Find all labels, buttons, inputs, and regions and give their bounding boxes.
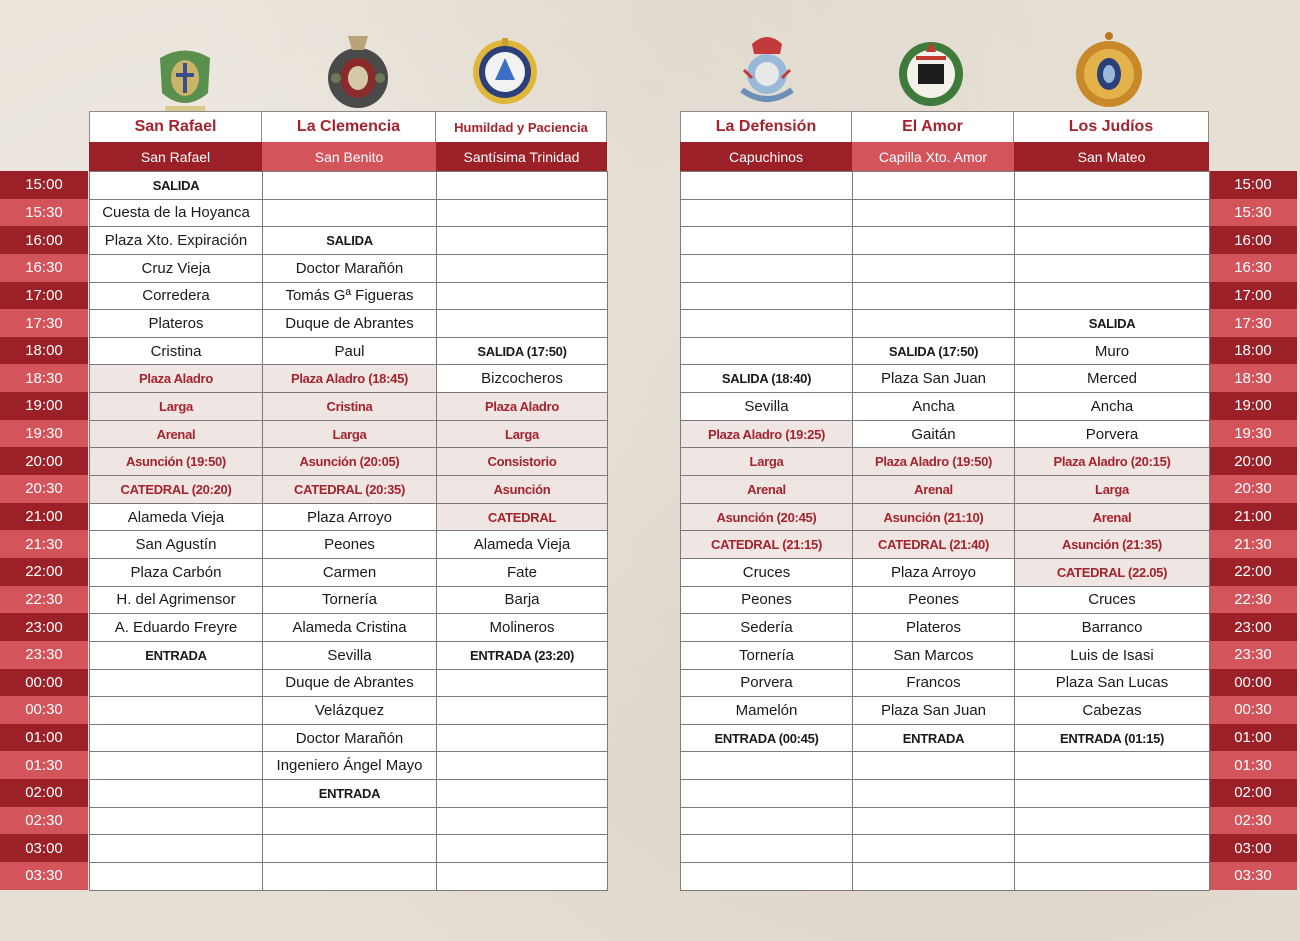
route-cell: Alameda Vieja — [437, 531, 608, 559]
route-cell — [90, 752, 263, 780]
route-cell — [681, 172, 853, 200]
route-cell: Doctor Marañón — [263, 725, 437, 753]
brotherhood-name-header: La Clemencia — [262, 111, 436, 142]
route-cell: Ancha — [1015, 393, 1210, 421]
san-rafael-crest-icon — [150, 38, 220, 118]
route-cell — [1015, 835, 1210, 863]
route-cell: Porvera — [681, 670, 853, 698]
time-slot: 15:00 — [1209, 171, 1297, 199]
left-time-column — [0, 171, 88, 890]
route-cell: CATEDRAL (20:35) — [263, 476, 437, 504]
route-cell — [263, 863, 437, 891]
route-cell: ENTRADA (01:15) — [1015, 725, 1210, 753]
brotherhood-name-header: San Rafael — [89, 111, 262, 142]
route-cell — [853, 752, 1015, 780]
route-cell: Plaza Aladro — [90, 365, 263, 393]
route-cell: Plaza San Juan — [853, 697, 1015, 725]
route-cell: San Agustín — [90, 531, 263, 559]
route-cell — [681, 780, 853, 808]
route-cell: Bizcocheros — [437, 365, 608, 393]
route-cell — [1015, 863, 1210, 891]
time-slot: 18:00 — [1209, 337, 1297, 365]
route-cell: Cristina — [263, 393, 437, 421]
route-cell — [90, 863, 263, 891]
time-slot: 01:30 — [1209, 751, 1297, 779]
time-slot: 17:30 — [1209, 309, 1297, 337]
brotherhood-name-header: Humildad y Paciencia — [436, 111, 607, 142]
route-cell — [90, 780, 263, 808]
time-slot: 15:00 — [0, 171, 88, 199]
route-column — [437, 172, 608, 891]
route-cell: H. del Agrimensor — [90, 587, 263, 615]
route-cell — [90, 725, 263, 753]
time-slot: 18:30 — [1209, 364, 1297, 392]
route-cell: CATEDRAL — [437, 504, 608, 532]
route-cell: Sedería — [681, 614, 853, 642]
time-slot: 19:30 — [1209, 420, 1297, 448]
route-cell: Mamelón — [681, 697, 853, 725]
route-cell — [437, 752, 608, 780]
route-cell: Larga — [90, 393, 263, 421]
time-slot: 00:00 — [1209, 669, 1297, 697]
route-cell: Plaza San Juan — [853, 365, 1015, 393]
route-cell: Peones — [853, 587, 1015, 615]
time-slot: 00:30 — [1209, 696, 1297, 724]
route-cell: Arenal — [681, 476, 853, 504]
route-cell — [681, 283, 853, 311]
route-cell — [853, 255, 1015, 283]
route-cell: Velázquez — [263, 697, 437, 725]
time-slot: 20:30 — [1209, 475, 1297, 503]
route-cell: Larga — [263, 421, 437, 449]
route-cell: Francos — [853, 670, 1015, 698]
church-header: San Mateo — [1014, 142, 1209, 171]
route-cell: Plaza Arroyo — [853, 559, 1015, 587]
route-cell: Alameda Vieja — [90, 504, 263, 532]
time-slot: 16:30 — [0, 254, 88, 282]
route-cell: Tornería — [681, 642, 853, 670]
route-cell — [681, 227, 853, 255]
route-cell — [681, 752, 853, 780]
route-cell — [437, 670, 608, 698]
time-slot: 01:30 — [0, 751, 88, 779]
la-clemencia-crest-icon — [322, 32, 394, 112]
route-cell — [437, 863, 608, 891]
church-header: San Benito — [262, 142, 436, 171]
route-cell — [853, 835, 1015, 863]
time-slot: 19:00 — [1209, 392, 1297, 420]
time-slot: 23:30 — [1209, 641, 1297, 669]
route-cell: CATEDRAL (20:20) — [90, 476, 263, 504]
time-slot: 03:30 — [0, 862, 88, 890]
route-cell: Tornería — [263, 587, 437, 615]
route-cell: Plaza Xto. Expiración — [90, 227, 263, 255]
route-cell — [1015, 752, 1210, 780]
route-column — [853, 172, 1015, 891]
route-cell: Duque de Abrantes — [263, 670, 437, 698]
route-cell — [437, 283, 608, 311]
route-cell: ENTRADA (00:45) — [681, 725, 853, 753]
route-cell: Paul — [263, 338, 437, 366]
time-slot: 23:30 — [0, 641, 88, 669]
route-cell: Doctor Marañón — [263, 255, 437, 283]
route-cell — [437, 200, 608, 228]
route-cell: Luis de Isasi — [1015, 642, 1210, 670]
el-amor-crest-icon — [896, 32, 966, 112]
route-cell: Alameda Cristina — [263, 614, 437, 642]
route-cell: Cruces — [681, 559, 853, 587]
route-cell — [681, 200, 853, 228]
time-slot: 23:00 — [0, 613, 88, 641]
route-cell: Plaza Aladro (20:15) — [1015, 448, 1210, 476]
time-slot: 03:00 — [0, 834, 88, 862]
route-cell: Larga — [681, 448, 853, 476]
time-slot: 22:30 — [0, 586, 88, 614]
route-cell: Cruces — [1015, 587, 1210, 615]
time-slot: 00:00 — [0, 669, 88, 697]
los-judios-crest-icon — [1074, 30, 1144, 110]
route-cell: Ingeniero Ángel Mayo — [263, 752, 437, 780]
route-cell — [681, 310, 853, 338]
route-cell — [90, 835, 263, 863]
time-slot: 15:30 — [1209, 199, 1297, 227]
route-cell: Cruz Vieja — [90, 255, 263, 283]
route-cell: SALIDA — [1015, 310, 1210, 338]
route-cell: SALIDA — [90, 172, 263, 200]
route-cell: Gaitán — [853, 421, 1015, 449]
time-slot: 15:30 — [0, 199, 88, 227]
route-cell — [853, 310, 1015, 338]
church-header: Capuchinos — [680, 142, 852, 171]
route-cell: Arenal — [853, 476, 1015, 504]
route-cell: Merced — [1015, 365, 1210, 393]
time-slot: 22:00 — [0, 558, 88, 586]
route-cell: Plaza Aladro (18:45) — [263, 365, 437, 393]
route-cell — [1015, 780, 1210, 808]
time-slot: 16:30 — [1209, 254, 1297, 282]
route-cell — [263, 835, 437, 863]
time-slot: 02:30 — [1209, 807, 1297, 835]
route-cell: Sevilla — [263, 642, 437, 670]
route-cell: ENTRADA (23:20) — [437, 642, 608, 670]
route-cell: Plaza Aladro — [437, 393, 608, 421]
route-cell: Carmen — [263, 559, 437, 587]
time-slot: 16:00 — [0, 226, 88, 254]
route-cell: Porvera — [1015, 421, 1210, 449]
route-cell: Plateros — [853, 614, 1015, 642]
right-time-column — [1209, 171, 1297, 890]
route-cell: Barja — [437, 587, 608, 615]
route-cell: ENTRADA — [853, 725, 1015, 753]
route-cell: CATEDRAL (21:40) — [853, 531, 1015, 559]
route-cell: SALIDA — [263, 227, 437, 255]
route-cell — [263, 808, 437, 836]
route-cell: Plaza Carbón — [90, 559, 263, 587]
route-cell: Muro — [1015, 338, 1210, 366]
route-column — [1015, 172, 1210, 891]
route-cell: Ancha — [853, 393, 1015, 421]
route-cell: Cabezas — [1015, 697, 1210, 725]
route-cell: Corredera — [90, 283, 263, 311]
route-cell: Sevilla — [681, 393, 853, 421]
route-cell: SALIDA (17:50) — [853, 338, 1015, 366]
route-cell: CATEDRAL (21:15) — [681, 531, 853, 559]
time-slot: 21:00 — [0, 503, 88, 531]
route-cell — [681, 863, 853, 891]
route-cell — [1015, 227, 1210, 255]
route-cell: Plaza Arroyo — [263, 504, 437, 532]
route-cell: Asunción (19:50) — [90, 448, 263, 476]
route-cell — [1015, 172, 1210, 200]
route-cell: Tomás Gª Figueras — [263, 283, 437, 311]
route-cell: Plaza Aladro (19:25) — [681, 421, 853, 449]
route-cell: Peones — [263, 531, 437, 559]
route-cell: Molineros — [437, 614, 608, 642]
route-cell — [853, 808, 1015, 836]
brotherhood-name-header: El Amor — [852, 111, 1014, 142]
time-slot: 19:30 — [0, 420, 88, 448]
route-cell — [681, 835, 853, 863]
time-slot: 00:30 — [0, 696, 88, 724]
route-cell — [263, 172, 437, 200]
route-cell — [1015, 283, 1210, 311]
time-slot: 20:30 — [0, 475, 88, 503]
route-cell — [437, 725, 608, 753]
route-cell: A. Eduardo Freyre — [90, 614, 263, 642]
right-route-grid — [680, 171, 1210, 891]
route-cell: Larga — [1015, 476, 1210, 504]
route-cell: Fate — [437, 559, 608, 587]
la-defension-crest-icon — [732, 30, 802, 110]
route-cell — [853, 780, 1015, 808]
route-cell: SALIDA (18:40) — [681, 365, 853, 393]
time-slot: 18:00 — [0, 337, 88, 365]
route-cell — [437, 255, 608, 283]
route-cell: Cuesta de la Hoyanca — [90, 200, 263, 228]
route-cell — [1015, 255, 1210, 283]
time-slot: 22:30 — [1209, 586, 1297, 614]
route-cell: Arenal — [90, 421, 263, 449]
time-slot: 17:00 — [1209, 282, 1297, 310]
route-cell — [90, 670, 263, 698]
route-cell — [90, 697, 263, 725]
route-cell: San Marcos — [853, 642, 1015, 670]
time-slot: 02:00 — [0, 779, 88, 807]
time-slot: 17:00 — [0, 282, 88, 310]
time-slot: 21:30 — [1209, 530, 1297, 558]
time-slot: 02:30 — [0, 807, 88, 835]
route-cell: ENTRADA — [90, 642, 263, 670]
time-slot: 23:00 — [1209, 613, 1297, 641]
route-cell: Plaza San Lucas — [1015, 670, 1210, 698]
route-cell — [853, 172, 1015, 200]
route-cell: Larga — [437, 421, 608, 449]
route-cell: Duque de Abrantes — [263, 310, 437, 338]
route-cell — [853, 863, 1015, 891]
time-slot: 20:00 — [0, 447, 88, 475]
time-slot: 01:00 — [0, 724, 88, 752]
time-slot: 21:30 — [0, 530, 88, 558]
route-cell: Asunción (20:05) — [263, 448, 437, 476]
time-slot: 21:00 — [1209, 503, 1297, 531]
church-header: Santísima Trinidad — [436, 142, 607, 171]
route-cell — [263, 200, 437, 228]
route-cell: Asunción (20:45) — [681, 504, 853, 532]
route-cell — [437, 697, 608, 725]
time-slot: 19:00 — [0, 392, 88, 420]
route-cell: Cristina — [90, 338, 263, 366]
time-slot: 03:00 — [1209, 834, 1297, 862]
route-cell: Asunción (21:10) — [853, 504, 1015, 532]
time-slot: 03:30 — [1209, 862, 1297, 890]
route-cell: Arenal — [1015, 504, 1210, 532]
humildad-crest-icon — [470, 30, 540, 110]
route-cell: CATEDRAL (22.05) — [1015, 559, 1210, 587]
route-cell: Plaza Aladro (19:50) — [853, 448, 1015, 476]
time-slot: 22:00 — [1209, 558, 1297, 586]
route-column — [263, 172, 437, 891]
time-slot: 02:00 — [1209, 779, 1297, 807]
route-column — [681, 172, 853, 891]
route-cell: Asunción — [437, 476, 608, 504]
route-cell — [437, 780, 608, 808]
route-cell — [853, 200, 1015, 228]
time-slot: 17:30 — [0, 309, 88, 337]
church-header: Capilla Xto. Amor — [852, 142, 1014, 171]
route-cell: Peones — [681, 587, 853, 615]
brotherhood-name-header: Los Judíos — [1014, 111, 1209, 142]
route-cell: SALIDA (17:50) — [437, 338, 608, 366]
brotherhood-name-header: La Defensión — [680, 111, 852, 142]
route-cell — [681, 255, 853, 283]
route-cell: ENTRADA — [263, 780, 437, 808]
route-column — [90, 172, 263, 891]
route-cell — [681, 338, 853, 366]
route-cell — [437, 227, 608, 255]
route-cell — [1015, 200, 1210, 228]
route-cell: Asunción (21:35) — [1015, 531, 1210, 559]
left-route-grid — [89, 171, 608, 891]
route-cell — [681, 808, 853, 836]
route-cell — [853, 227, 1015, 255]
time-slot: 16:00 — [1209, 226, 1297, 254]
route-cell — [437, 310, 608, 338]
route-cell: Barranco — [1015, 614, 1210, 642]
time-slot: 01:00 — [1209, 724, 1297, 752]
route-cell: Plateros — [90, 310, 263, 338]
route-cell — [853, 283, 1015, 311]
route-cell — [437, 172, 608, 200]
church-header: San Rafael — [89, 142, 262, 171]
route-cell — [1015, 808, 1210, 836]
route-cell — [90, 808, 263, 836]
time-slot: 20:00 — [1209, 447, 1297, 475]
route-cell — [437, 808, 608, 836]
route-cell: Consistorio — [437, 448, 608, 476]
time-slot: 18:30 — [0, 364, 88, 392]
route-cell — [437, 835, 608, 863]
